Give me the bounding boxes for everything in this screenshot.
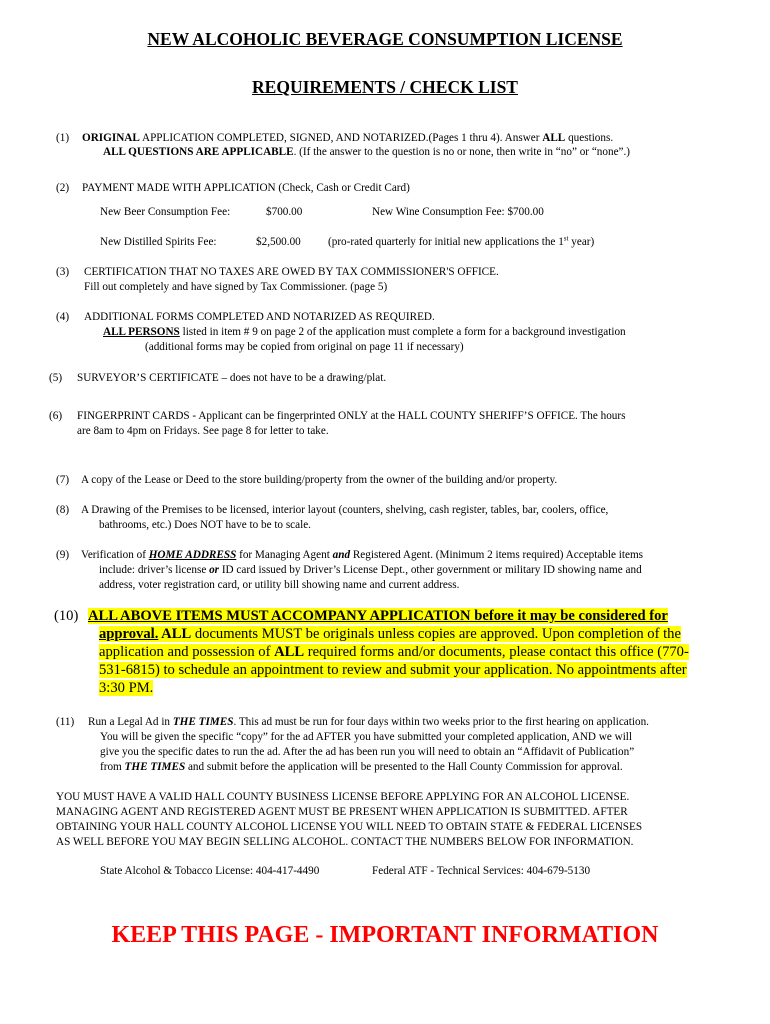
item-8-line-2: bathrooms, etc.) Does NOT have to be to scale. bbox=[99, 519, 311, 531]
item-7-line-1: A copy of the Lease or Deed to the store building/property from the owner of the building and/or property. bbox=[81, 474, 558, 486]
item-8-number: (8) bbox=[56, 504, 70, 516]
item-8-line-1: A Drawing of the Premises to be licensed, interior layout (counters, shelving, cash register, tables, bar, coolers, office, bbox=[81, 504, 609, 516]
item-11-line-4: from THE TIMES and submit before the application will be presented to the Hall County Commission for approval. bbox=[100, 761, 623, 773]
item-3-line-1: CERTIFICATION THAT NO TAXES ARE OWED BY TAX COMMISSIONER'S OFFICE. bbox=[84, 266, 499, 278]
item-11-line-2: You will be given the specific “copy” for the ad AFTER you have submitted your completed application, AND we will bbox=[100, 731, 633, 743]
item-9-line-1: Verification of HOME ADDRESS for Managing Agent and Registered Agent. (Minimum 2 items required) Acceptable items bbox=[81, 549, 644, 561]
prorated-note: (pro-rated quarterly for initial new applications the 1st year) bbox=[328, 234, 595, 248]
item-5-number: (5) bbox=[49, 372, 63, 384]
wine-fee: New Wine Consumption Fee: $700.00 bbox=[372, 206, 544, 218]
item-10-line-2: approval. ALL documents MUST be originals unless copies are approved. Upon completion of the bbox=[99, 626, 681, 642]
item-10-line-1: ALL ABOVE ITEMS MUST ACCOMPANY APPLICATION before it may be considered for bbox=[88, 608, 668, 624]
item-4-line-3: (additional forms may be copied from original on page 11 if necessary) bbox=[145, 341, 464, 353]
item-9-line-3: address, voter registration card, or utility bill showing name and current address. bbox=[99, 579, 460, 591]
spirits-fee-value: $2,500.00 bbox=[256, 236, 301, 248]
important-footer: KEEP THIS PAGE - IMPORTANT INFORMATION bbox=[111, 922, 659, 948]
item-11-line-1: Run a Legal Ad in THE TIMES. This ad must be run for four days within two weeks prior to the first hearing on application. bbox=[88, 716, 649, 728]
page-title: NEW ALCOHOLIC BEVERAGE CONSUMPTION LICENSE bbox=[147, 29, 623, 49]
item-6-number: (6) bbox=[49, 410, 63, 422]
beer-fee-label: New Beer Consumption Fee: bbox=[100, 206, 231, 218]
notice-line-1: YOU MUST HAVE A VALID HALL COUNTY BUSINESS LICENSE BEFORE APPLYING FOR AN ALCOHOL LICENSE. bbox=[56, 791, 630, 803]
item-1-line-1: ORIGINAL APPLICATION COMPLETED, SIGNED, AND NOTARIZED.(Pages 1 thru 4). Answer ALL questions. bbox=[82, 132, 614, 144]
item-10-line-3: application and possession of ALL required forms and/or documents, please contact this office (770- bbox=[99, 644, 689, 660]
item-2-number: (2) bbox=[56, 182, 70, 194]
notice-line-2: MANAGING AGENT AND REGISTERED AGENT MUST BE PRESENT WHEN APPLICATION IS SUBMITTED. AFTER bbox=[56, 806, 628, 818]
notice-line-4: AS WELL BEFORE YOU MAY BEGIN SELLING ALCOHOL. CONTACT THE NUMBERS BELOW FOR INFORMATION. bbox=[56, 836, 634, 848]
item-9-line-2: include: driver’s license or ID card issued by Driver’s License Dept., other government or military ID showing name and bbox=[99, 564, 642, 576]
beer-fee-value: $700.00 bbox=[266, 206, 303, 218]
item-7-number: (7) bbox=[56, 474, 70, 486]
item-3-line-2: Fill out completely and have signed by Tax Commissioner. (page 5) bbox=[84, 281, 388, 293]
item-4-line-2: ALL PERSONS listed in item # 9 on page 2 of the application must complete a form for a background investigation bbox=[103, 326, 626, 338]
item-2-line-1: PAYMENT MADE WITH APPLICATION (Check, Cash or Credit Card) bbox=[82, 182, 410, 194]
item-1-number: (1) bbox=[56, 132, 70, 144]
federal-atf-contact: Federal ATF - Technical Services: 404-679-5130 bbox=[372, 865, 591, 877]
item-1-line-2: ALL QUESTIONS ARE APPLICABLE. (If the answer to the question is no or none, then write in “no” or “none”.) bbox=[103, 146, 631, 158]
item-6-line-2: are 8am to 4pm on Fridays. See page 8 for letter to take. bbox=[77, 425, 329, 437]
spirits-fee-label: New Distilled Spirits Fee: bbox=[100, 236, 217, 248]
item-10-line-5: 3:30 PM. bbox=[99, 680, 154, 696]
item-9-number: (9) bbox=[56, 549, 70, 561]
item-10-number: (10) bbox=[54, 608, 79, 624]
item-11-line-3: give you the specific dates to run the ad. After the ad has been run you will need to obtain an “Affidavit of Publication” bbox=[100, 746, 635, 758]
state-license-contact: State Alcohol & Tobacco License: 404-417-4490 bbox=[100, 865, 320, 877]
item-4-line-1: ADDITIONAL FORMS COMPLETED AND NOTARIZED AS REQUIRED. bbox=[84, 311, 435, 323]
item-5-line-1: SURVEYOR’S CERTIFICATE – does not have to be a drawing/plat. bbox=[77, 372, 387, 384]
page-subtitle: REQUIREMENTS / CHECK LIST bbox=[252, 77, 518, 97]
item-3-number: (3) bbox=[56, 266, 70, 278]
notice-line-3: OBTAINING YOUR HALL COUNTY ALCOHOL LICENSE YOU WILL NEED TO OBTAIN STATE & FEDERAL LICENSES bbox=[56, 821, 643, 833]
item-4-number: (4) bbox=[56, 311, 70, 323]
item-10-line-4: 531-6815) to schedule an appointment to review and submit your application. No appointments after bbox=[99, 662, 687, 678]
item-11-number: (11) bbox=[56, 716, 75, 728]
item-6-line-1: FINGERPRINT CARDS - Applicant can be fingerprinted ONLY at the HALL COUNTY SHERIFF’S OFFICE. The hours bbox=[77, 410, 626, 422]
